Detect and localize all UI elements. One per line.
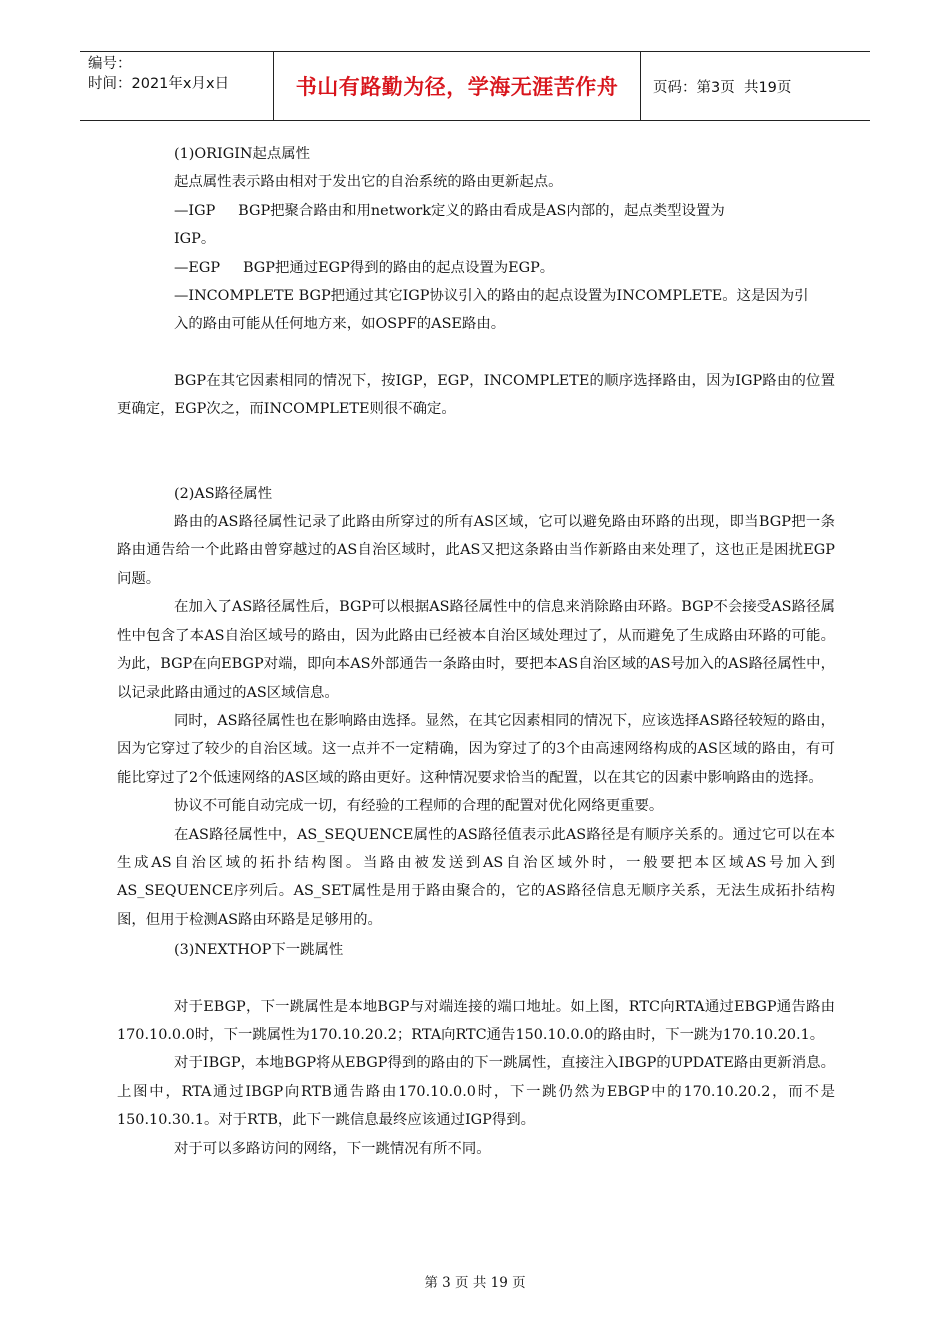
as-path-paragraph-3: 同时，AS路径属性也在影响路由选择。显然，在其它因素相同的情况下，应该选择AS路径较短的路由，因为它穿过了较少的自治区域。这一点并不一定精确，因为穿过了的3个由高速网络构成的AS区域的路由，有可能比穿过了2个低速网络的AS区域的路由更好。这种情况要求恰当的配置，以在其它的因素中影响路由的选择。 <box>117 712 835 786</box>
section-heading-nexthop: (3)NEXTHOP下一跳属性 <box>174 942 344 959</box>
nexthop-paragraph-3: 对于可以多路访问的网络，下一跳情况有所不同。 <box>174 1140 491 1157</box>
nexthop-paragraph-1: 对于EBGP，下一跳属性是本地BGP与对端连接的端口地址。如上图，RTC向RTA通过EBGP通告路由170.10.0.0时，下一跳属性为170.10.20.2；RTA向RTC通告150.10.0.0的路由时，下一跳为170.10.20.1。 <box>117 998 835 1043</box>
origin-incomplete-line2: 入的路由可能从任何地方来，如OSPF的ASE路由。 <box>174 316 506 333</box>
section-heading-origin: (1)ORIGIN起点属性 <box>174 146 311 162</box>
origin-intro: 起点属性表示路由相对于发出它的自治系统的路由更新起点。 <box>174 174 563 191</box>
origin-igp-line1: —IGP BGP把聚合路由和用network定义的路由看成是AS内部的，起点类型设置为 <box>174 202 725 219</box>
page-footer <box>0 1271 950 1291</box>
origin-incomplete-line1: —INCOMPLETE BGP把通过其它IGP协议引入的路由的起点设置为INCOMPLETE。这是因为引 <box>174 288 809 305</box>
document-time: 时间：2021年x月x日 <box>88 76 230 92</box>
document-header <box>80 51 870 121</box>
spacer <box>117 339 835 367</box>
document-number-label: 编号： <box>88 56 132 72</box>
footer-page-number: 第 3 页 共 19 页 <box>424 1275 526 1291</box>
spacer <box>117 424 835 480</box>
origin-order-paragraph: BGP在其它因素相同的情况下，按IGP，EGP，INCOMPLETE的顺序选择路由，因为IGP路由的位置更确定，EGP次之，而INCOMPLETE则很不确定。 <box>117 372 835 418</box>
nexthop-paragraph-2: 对于IBGP，本地BGP将从EBGP得到的路由的下一跳属性，直接注入IBGP的UPDATE路由更新消息。上图中，RTA通过IBGP向RTB通告路由170.10.0.0时，下一跳仍然为EBGP中的170.10.20.2，而不是150.10.30.1。对于RTB，此下一跳信息最终应该通过IGP得到。 <box>117 1055 835 1129</box>
header-page-info-text: 页码：第3页 共19页 <box>653 79 792 96</box>
as-path-paragraph-2: 在加入了AS路径属性后，BGP可以根据AS路径属性中的信息来消除路由环路。BGP不会接受AS路径属性中包含了本AS自治区域号的路由，因为此路由已经被本自治区域处理过了，从而避免了生成路由环路的可能。为此，BGP在向EBGP对端，即向本AS外部通告一条路由时，要把本AS自治区域的AS号加入的AS路径属性中，以记录此路由通过的AS区域信息。 <box>117 599 835 701</box>
header-meta <box>80 52 273 120</box>
as-path-paragraph-4: 协议不可能自动完成一切，有经验的工程师的合理的配置对优化网络更重要。 <box>174 798 664 815</box>
header-motto: 书山有路勤为径，学海无涯苦作舟 <box>273 52 641 120</box>
spacer <box>117 965 835 993</box>
section-heading-as-path: (2)AS路径属性 <box>174 485 273 502</box>
header-page-info <box>641 52 870 120</box>
origin-igp-line2: IGP。 <box>174 231 216 248</box>
as-path-paragraph-5: 在AS路径属性中，AS_SEQUENCE属性的AS路径值表示此AS路径是有顺序关系的。通过它可以在本生成AS自治区域的拓扑结构图。当路由被发送到AS自治区域外时，一般要把本区域AS号加入到AS_SEQUENCE序列后。AS_SET属性是用于路由聚合的，它的AS路径信息无顺序关系，无法生成拓扑结构图，但用于检测AS路由环路是足够用的。 <box>117 826 835 928</box>
document-body <box>117 140 835 1163</box>
origin-egp: —EGP BGP把通过EGP得到的路由的起点设置为EGP。 <box>174 259 555 276</box>
as-path-paragraph-1: 路由的AS路径属性记录了此路由所穿过的所有AS区域，它可以避免路由环路的出现，即当BGP把一条路由通告给一个此路由曾穿越过的AS自治区域时，此AS又把这条路由当作新路由来处理了，这也正是困扰EGP问题。 <box>117 514 835 587</box>
